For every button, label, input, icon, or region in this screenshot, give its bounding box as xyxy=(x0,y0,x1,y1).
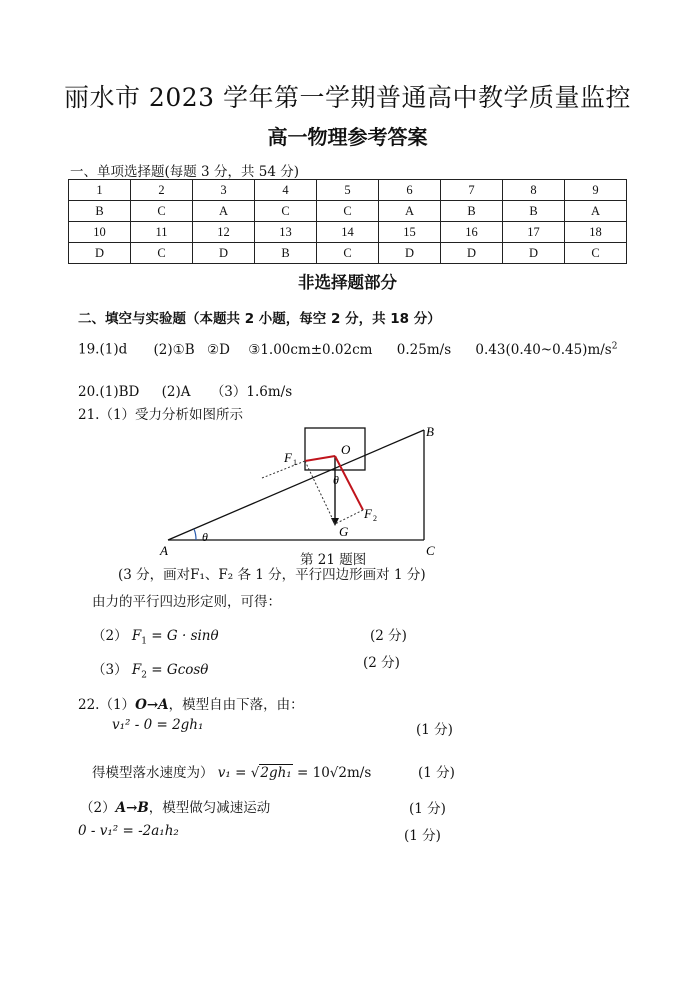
q22-part2 xyxy=(80,796,270,816)
table-cell: D xyxy=(379,243,441,264)
table-cell: 13 xyxy=(255,222,317,243)
table-cell: 2 xyxy=(131,180,193,201)
q21-eq3: （3） $F_2 = Gcos\theta$ xyxy=(92,662,209,681)
table-row xyxy=(69,243,627,264)
table-cell: C xyxy=(565,243,627,264)
label-b: B xyxy=(426,424,434,439)
q20-part1: 20.(1)BD xyxy=(78,384,140,400)
table-cell: C xyxy=(317,201,379,222)
table-cell: 14 xyxy=(317,222,379,243)
table-cell: A xyxy=(379,201,441,222)
f2-vector xyxy=(335,456,363,510)
table-cell: 7 xyxy=(441,180,503,201)
table-cell: 3 xyxy=(193,180,255,201)
q19-part6-text: 0.43(0.40~0.45)m/s xyxy=(475,341,612,358)
table-cell: D xyxy=(441,243,503,264)
q21-eq3-score: (2 分) xyxy=(363,655,400,671)
q21-eq2-score: (2 分) xyxy=(370,628,407,644)
table-cell: 16 xyxy=(441,222,503,243)
table-cell: 17 xyxy=(503,222,565,243)
table-row xyxy=(69,201,627,222)
q22-part2-text: ，模型做匀减速运动 xyxy=(148,800,271,816)
q21-eq2-num: （2） xyxy=(92,628,128,644)
q22-intro-path: O→A xyxy=(135,697,169,713)
table-cell: D xyxy=(69,243,131,264)
q22-eq1: v₁² - 0 = 2gh₁ xyxy=(112,717,204,733)
section1-heading: 一、单项选择题(每题 3 分，共 54 分) xyxy=(70,164,299,180)
q22-speed-left: v₁ = xyxy=(217,765,247,781)
q21-law: 由力的平行四边形定则，可得： xyxy=(92,594,281,610)
q21-intro: 21.（1）受力分析如图所示 xyxy=(78,407,244,423)
table-cell: C xyxy=(131,201,193,222)
q22-speed-right: = 10√2m/s xyxy=(297,765,372,781)
table-cell: C xyxy=(255,201,317,222)
label-c: C xyxy=(426,543,435,558)
q19-part1: 19.(1)d xyxy=(78,341,128,358)
q22-speed-sqrt: 2gh₁ xyxy=(260,765,292,781)
q22-eq1-score: (1 分) xyxy=(416,722,453,738)
q22-speed-score: (1 分) xyxy=(418,765,455,781)
label-f1-sub: 1 xyxy=(293,458,297,467)
label-f2-sub: 2 xyxy=(373,514,377,523)
table-cell: 6 xyxy=(379,180,441,201)
q19-answer xyxy=(78,341,617,358)
figure-caption: 第 21 题图 xyxy=(300,552,367,568)
page-subtitle: 高一物理参考答案 xyxy=(267,125,428,149)
q22-eq4-score: (1 分) xyxy=(404,828,441,844)
q20-answer xyxy=(78,380,292,400)
label-f1: F xyxy=(284,450,292,465)
label-o: O xyxy=(341,442,351,457)
table-cell: C xyxy=(317,243,379,264)
q21-eq2: （2） $F_1 = G \cdot \sin\theta$ xyxy=(92,628,219,647)
table-cell: 11 xyxy=(131,222,193,243)
angle-arc xyxy=(194,529,196,540)
incline-slope xyxy=(168,430,424,540)
parallelogram-line xyxy=(335,510,363,524)
q22-part2-score: (1 分) xyxy=(409,801,446,817)
label-g: G xyxy=(339,524,349,539)
q19-part4: ③1.00cm±0.02cm xyxy=(248,341,373,358)
nonchoice-heading: 非选择题部分 xyxy=(298,273,397,292)
q22-speed-text: 得模型落水速度为） xyxy=(92,765,214,781)
table-cell: 1 xyxy=(69,180,131,201)
table-cell: D xyxy=(193,243,255,264)
table-row xyxy=(69,180,627,201)
q22-part2-num: （2） xyxy=(80,800,116,816)
table-cell: C xyxy=(131,243,193,264)
q19-part3: ②D xyxy=(206,341,230,358)
table-cell: B xyxy=(255,243,317,264)
table-cell: 15 xyxy=(379,222,441,243)
q22-intro-text: ，模型自由下落，由： xyxy=(168,697,304,713)
label-a: A xyxy=(160,543,168,558)
table-cell: D xyxy=(503,243,565,264)
table-cell: B xyxy=(503,201,565,222)
table-cell: B xyxy=(441,201,503,222)
table-cell: 5 xyxy=(317,180,379,201)
q21-eq2-sub: 1 xyxy=(141,636,147,647)
q19-part5: 0.25m/s xyxy=(396,341,452,358)
label-theta-top: θ xyxy=(333,473,339,487)
q21-eq2-expr: G · sinθ xyxy=(166,628,219,644)
q22-intro-num: 22.（1） xyxy=(78,697,136,713)
q22-part2-path: A→B xyxy=(115,800,149,816)
q19-part2: (2)①B xyxy=(153,341,195,358)
table-cell: B xyxy=(69,201,131,222)
table-cell: 8 xyxy=(503,180,565,201)
label-theta-base: θ xyxy=(202,530,208,544)
q20-part3: （3）1.6m/s xyxy=(210,384,293,400)
table-cell: 9 xyxy=(565,180,627,201)
q21-eq3-sub: 2 xyxy=(141,670,147,681)
table-cell: 12 xyxy=(193,222,255,243)
table-cell: 10 xyxy=(69,222,131,243)
q21-eq3-num: （3） xyxy=(92,662,128,678)
q19-part6-sup: 2 xyxy=(611,341,618,351)
section2-heading: 二、填空与实验题（本题共 2 小题，每空 2 分，共 18 分） xyxy=(78,311,441,327)
q22-speed: 得模型落水速度为） v₁ = √2gh₁ = 10√2m/s xyxy=(92,765,372,781)
page-title: 丽水市 2023 学年第一学期普通高中教学质量监控 xyxy=(63,83,632,112)
table-cell: A xyxy=(193,201,255,222)
table-cell: A xyxy=(565,201,627,222)
table-row xyxy=(69,222,627,243)
label-f2: F xyxy=(364,506,372,521)
q19-part6 xyxy=(475,342,617,358)
f1-vector xyxy=(305,456,335,461)
q22-eq4: 0 - v₁² = -2a₁h₂ xyxy=(78,823,179,839)
table-cell: 4 xyxy=(255,180,317,201)
table-cell: 18 xyxy=(565,222,627,243)
q21-eq3-expr: Gcosθ xyxy=(166,662,209,678)
q22-intro xyxy=(78,693,304,713)
answer-table xyxy=(68,179,627,264)
q21-score-note: (3 分，画对F₁、F₂ 各 1 分，平行四边形画对 1 分) xyxy=(118,567,426,583)
q21-eq3-f: F xyxy=(131,662,142,678)
q21-eq2-f: F xyxy=(131,628,142,644)
q20-part2: (2)A xyxy=(161,384,191,400)
